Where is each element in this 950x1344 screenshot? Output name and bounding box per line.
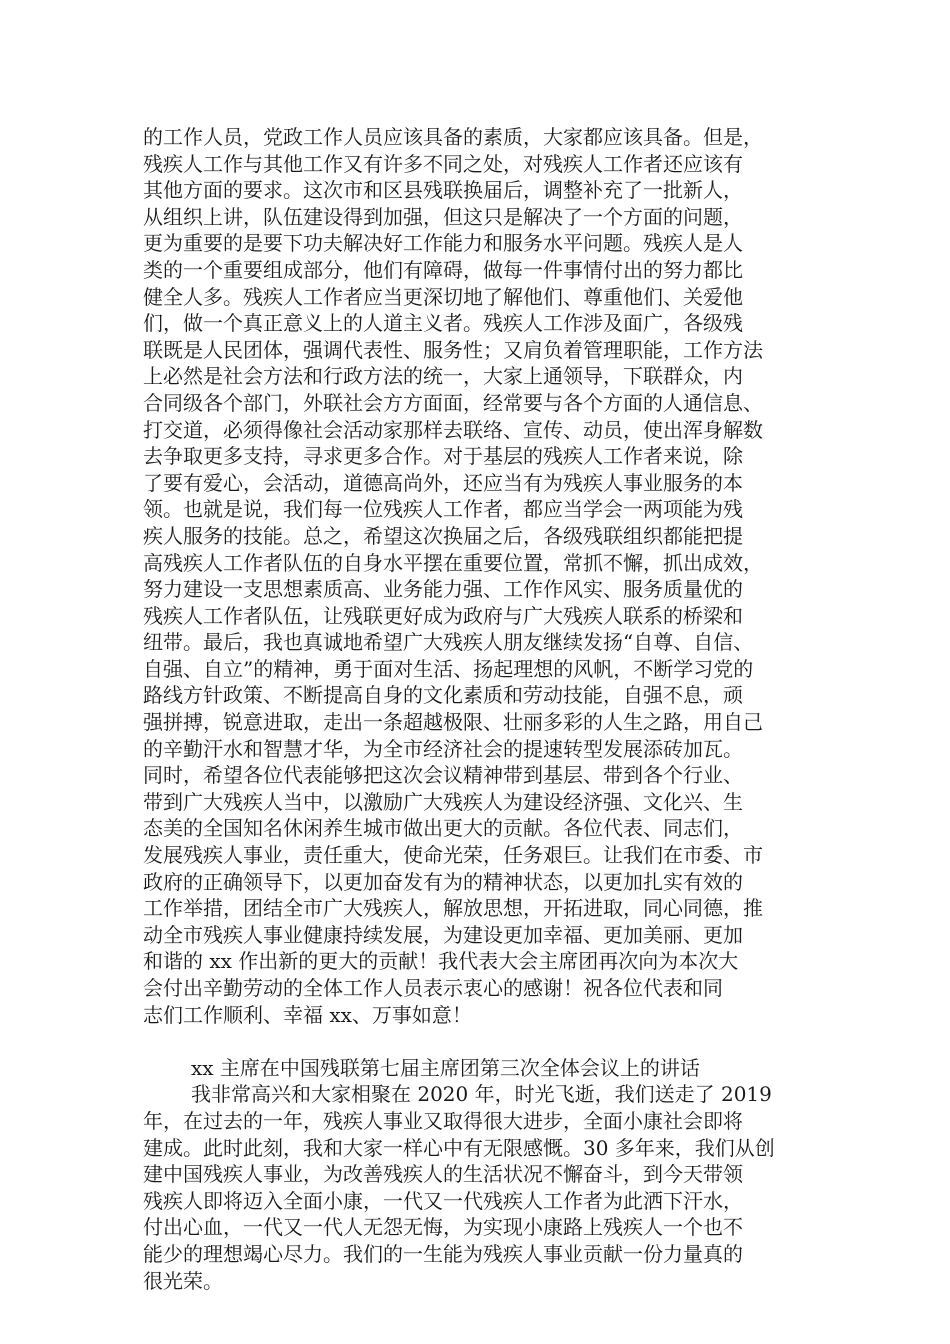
text-line: 更为重要的是要下功夫解决好工作能力和服务水平问题。残疾人是人	[143, 231, 743, 256]
text-line: 能少的理想竭心尽力。我们的一生能为残疾人事业贡献一份力量真的	[143, 1241, 743, 1266]
text-line: 同时，希望各位代表能够把这次会议精神带到基层、带到各个行业、	[143, 763, 743, 788]
text-line: 疾人服务的技能。总之，希望这次换届之后，各级残联组织都能把提	[143, 523, 743, 548]
text-line: 工作举措，团结全市广大残疾人，解放思想，开拓进取，同心同德，推	[143, 896, 763, 921]
text-line: 和谐的 xx 作出新的更大的贡献！我代表大会主席团再次向为本次大	[143, 949, 739, 974]
text-line: 了要有爱心，会活动，道德高尚外，还应当有为残疾人事业服务的本	[143, 470, 743, 495]
text-line: 自强、自立”的精神，勇于面对生活、扬起理想的风帆，不断学习党的	[143, 656, 754, 681]
text-line: 志们工作顺利、幸福 xx、万事如意！	[143, 1002, 472, 1027]
text-line: 年，在过去的一年，残疾人事业又取得很大进步，全面小康社会即将	[143, 1108, 743, 1133]
text-line: 路线方针政策、不断提高自身的文化素质和劳动技能，自强不息，顽	[143, 683, 743, 708]
text-line: 去争取更多支持，寻求更多合作。对于基层的残疾人工作者来说，除	[143, 444, 743, 469]
text-line: 发展残疾人事业，责任重大，使命光荣，任务艰巨。让我们在市委、市	[143, 843, 763, 868]
paragraph-gap	[143, 1028, 823, 1055]
text-line: 从组织上讲，队伍建设得到加强，但这只是解决了一个方面的问题，	[143, 204, 743, 229]
text-line: 政府的正确领导下，以更加奋发有为的精神状态，以更加扎实有效的	[143, 869, 743, 894]
paragraph-opening-remarks	[143, 1081, 823, 1294]
text-line: 建中国残疾人事业，为改善残疾人的生活状况不懈奋斗，到今天带领	[143, 1162, 743, 1187]
text-line: 残疾人工作与其他工作又有许多不同之处，对残疾人工作者还应该有	[143, 151, 743, 176]
text-line: 态美的全国知名休闲养生城市做出更大的贡献。各位代表、同志们，	[143, 816, 743, 841]
text-line: 残疾人工作者队伍，让残联更好成为政府与广大残疾人联系的桥梁和	[143, 603, 743, 628]
text-line: 健全人多。残疾人工作者应当更深切地了解他们、尊重他们、关爱他	[143, 284, 743, 309]
text-line: 联既是人民团体，强调代表性、服务性；又肩负着管理职能，工作方法	[143, 337, 763, 362]
text-line: 领。也就是说，我们每一位残疾人工作者，都应当学会一两项能为残	[143, 497, 743, 522]
text-line: 的工作人员，党政工作人员应该具备的素质，大家都应该具备。但是，	[143, 125, 763, 149]
text-line: 努力建设一支思想素质高、业务能力强、工作作风实、服务质量优的	[143, 577, 743, 602]
text-line: 我非常高兴和大家相聚在 2020 年，时光飞逝，我们送走了 2019	[191, 1082, 772, 1107]
text-line: 类的一个重要组成部分，他们有障碍，做每一件事情付出的努力都比	[143, 257, 743, 282]
paragraph-closing-remarks	[143, 124, 823, 1028]
text-line: 带到广大残疾人当中，以激励广大残疾人为建设经济强、文化兴、生	[143, 789, 743, 814]
text-line: 动全市残疾人事业健康持续发展，为建设更加幸福、更加美丽、更加	[143, 922, 743, 947]
text-line: 建成。此时此刻，我和大家一样心中有无限感慨。30 多年来，我们从创	[143, 1135, 775, 1160]
text-line: 纽带。最后，我也真诚地希望广大残疾人朋友继续发扬“自尊、自信、	[143, 630, 754, 655]
text-line: 残疾人即将迈入全面小康，一代又一代残疾人工作者为此洒下汗水，	[143, 1188, 743, 1213]
text-line: 强拼搏，锐意进取，走出一条超越极限、壮丽多彩的人生之路，用自己	[143, 710, 763, 735]
text-line: 高残疾人工作者队伍的自身水平摆在重要位置，常抓不懈，抓出成效，	[143, 550, 763, 575]
text-line: 的辛勤汗水和智慧才华，为全市经济社会的提速转型发展添砖加瓦。	[143, 736, 743, 761]
text-line: 打交道，必须得像社会活动家那样去联络、宣传、动员，使出浑身解数	[143, 417, 763, 442]
text-line: 们，做一个真正意义上的人道主义者。残疾人工作涉及面广，各级残	[143, 311, 743, 336]
text-line: 会付出辛勤劳动的全体工作人员表示衷心的感谢！祝各位代表和同	[143, 976, 723, 1000]
speech-title: xx 主席在中国残联第七届主席团第三次全体会议上的讲话	[191, 1055, 700, 1080]
text-line: 付出心血，一代又一代人无怨无悔，为实现小康路上残疾人一个也不	[143, 1215, 743, 1240]
document-page	[143, 124, 823, 1294]
text-line: 其他方面的要求。这次市和区县残联换届后，调整补充了一批新人，	[143, 178, 743, 203]
text-line: 很光荣。	[143, 1268, 223, 1293]
text-line: 上必然是社会方法和行政方法的统一，大家上通领导，下联群众，内	[143, 364, 743, 389]
text-line: 合同级各个部门，外联社会方方面面，经常要与各个方面的人通信息、	[143, 390, 763, 415]
